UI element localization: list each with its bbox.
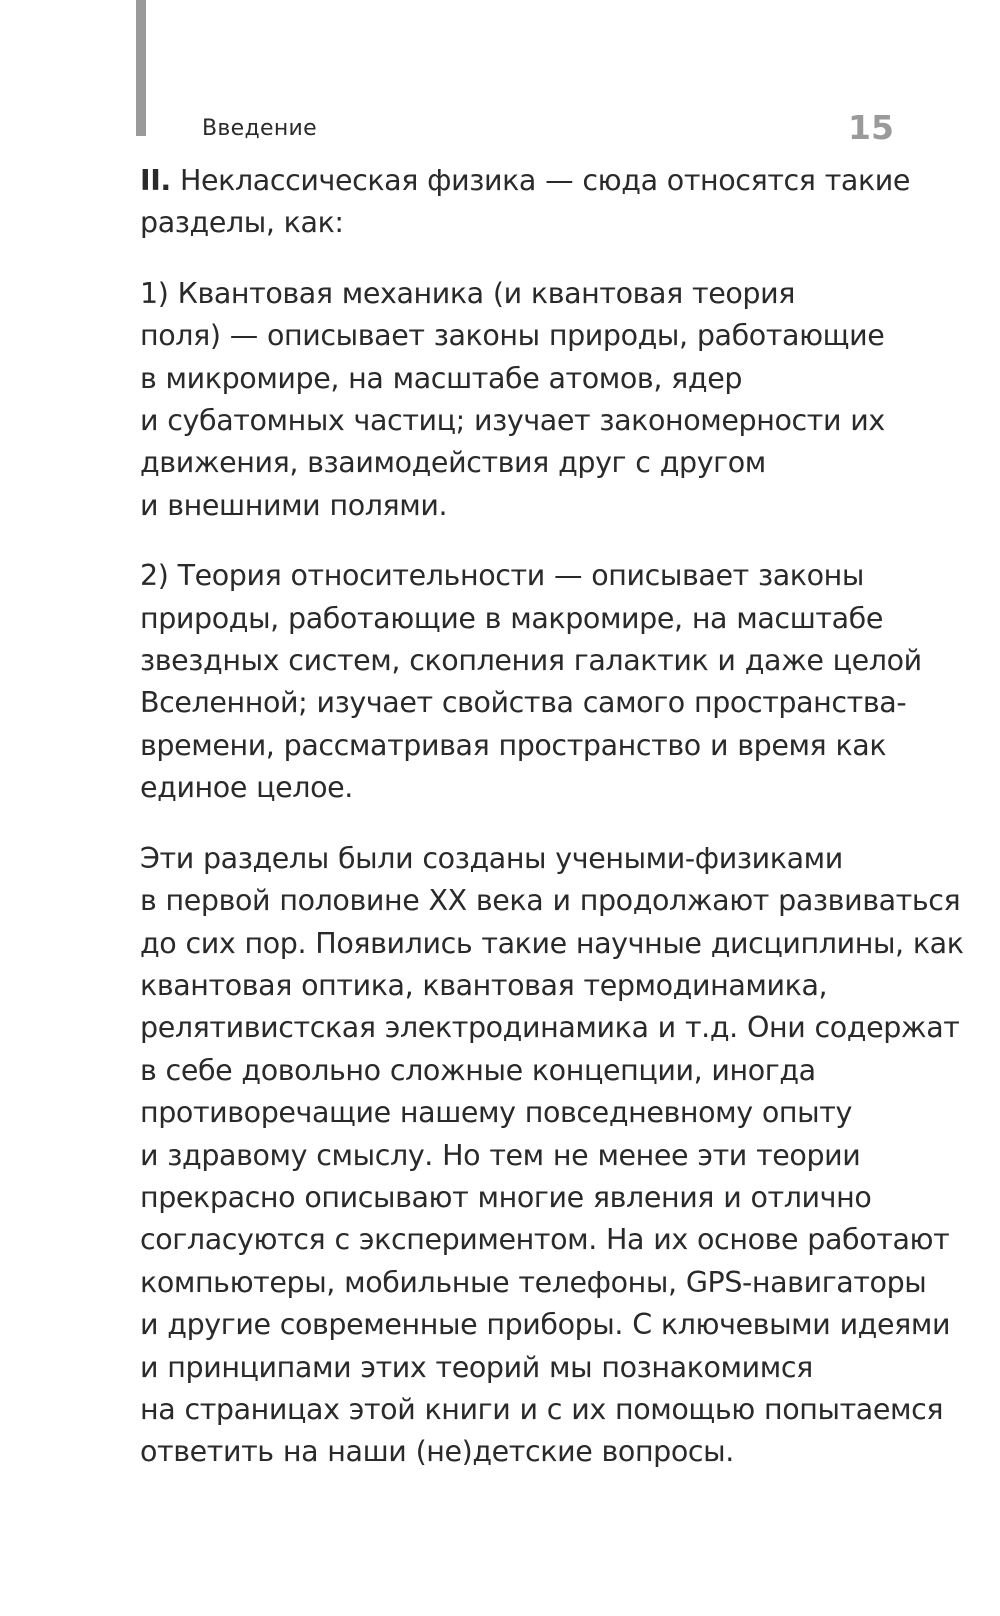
text-line: природы, работающие в макромире, на масштабе xyxy=(140,601,883,635)
text-line: в себе довольно сложные концепции, иногда xyxy=(140,1053,816,1087)
text-line: единое целое. xyxy=(140,771,353,805)
text-line-part: Неклассическая физика — сюда относятся такие xyxy=(170,164,911,197)
page-number: 15 xyxy=(848,108,894,147)
text-line: компьютеры, мобильные телефоны, GPS-навигаторы xyxy=(140,1265,927,1299)
text-line: и субатомных частиц; изучает закономерности их xyxy=(140,404,885,438)
section-intro-paragraph xyxy=(140,160,911,245)
text-line: в первой половине XX века и продолжают развиваться xyxy=(140,884,961,918)
text-line: и другие современные приборы. С ключевыми идеями xyxy=(140,1308,951,1342)
text-line: движения, взаимодействия друг с другом xyxy=(140,446,766,480)
paragraph-gap xyxy=(140,527,860,555)
conclusion-paragraph xyxy=(140,838,964,1474)
text-line: поля) — описывает законы природы, работающие xyxy=(140,319,885,353)
text-line: прекрасно описывают многие явления и отлично xyxy=(140,1180,872,1214)
item-2-paragraph xyxy=(140,555,922,809)
text-line: в микромире, на масштабе атомов, ядер xyxy=(140,361,743,395)
text-line: и здравому смыслу. Но тем не менее эти теории xyxy=(140,1138,861,1172)
text-line: звездных систем, скопления галактик и даже целой xyxy=(140,644,922,678)
text-line: на страницах этой книги и с их помощью попытаемся xyxy=(140,1392,944,1426)
body-text xyxy=(140,160,964,1474)
section-numeral: II. xyxy=(140,164,171,197)
text-line: до сих пор. Появились такие научные дисциплины, как xyxy=(140,926,964,960)
text-line: ответить на наши (не)детские вопросы. xyxy=(140,1435,734,1469)
text-line: 1) Квантовая механика (и квантовая теория xyxy=(140,276,795,310)
text-line: Эти разделы были созданы учеными-физиками xyxy=(140,841,843,875)
paragraph-gap xyxy=(140,810,860,838)
running-head: Введение xyxy=(202,116,317,141)
text-line: и внешними полями. xyxy=(140,488,448,522)
text-line: времени, рассматривая пространство и время как xyxy=(140,728,887,762)
item-1-paragraph xyxy=(140,273,885,527)
text-line: разделы, как: xyxy=(140,206,344,240)
text-line: 2) Теория относительности — описывает законы xyxy=(140,559,864,593)
chapter-side-bar xyxy=(136,0,146,136)
text-line xyxy=(140,160,911,202)
text-line: и принципами этих теорий мы познакомимся xyxy=(140,1350,813,1384)
text-line: согласуются с экспериментом. На их основе работают xyxy=(140,1223,950,1257)
text-line: противоречащие нашему повседневному опыту xyxy=(140,1096,852,1130)
text-line: квантовая оптика, квантовая термодинамика, xyxy=(140,968,828,1002)
text-line: релятивистская электродинамика и т.д. Они содержат xyxy=(140,1011,960,1045)
text-line: Вселенной; изучает свойства самого пространства- xyxy=(140,686,907,720)
paragraph-gap xyxy=(140,245,860,273)
